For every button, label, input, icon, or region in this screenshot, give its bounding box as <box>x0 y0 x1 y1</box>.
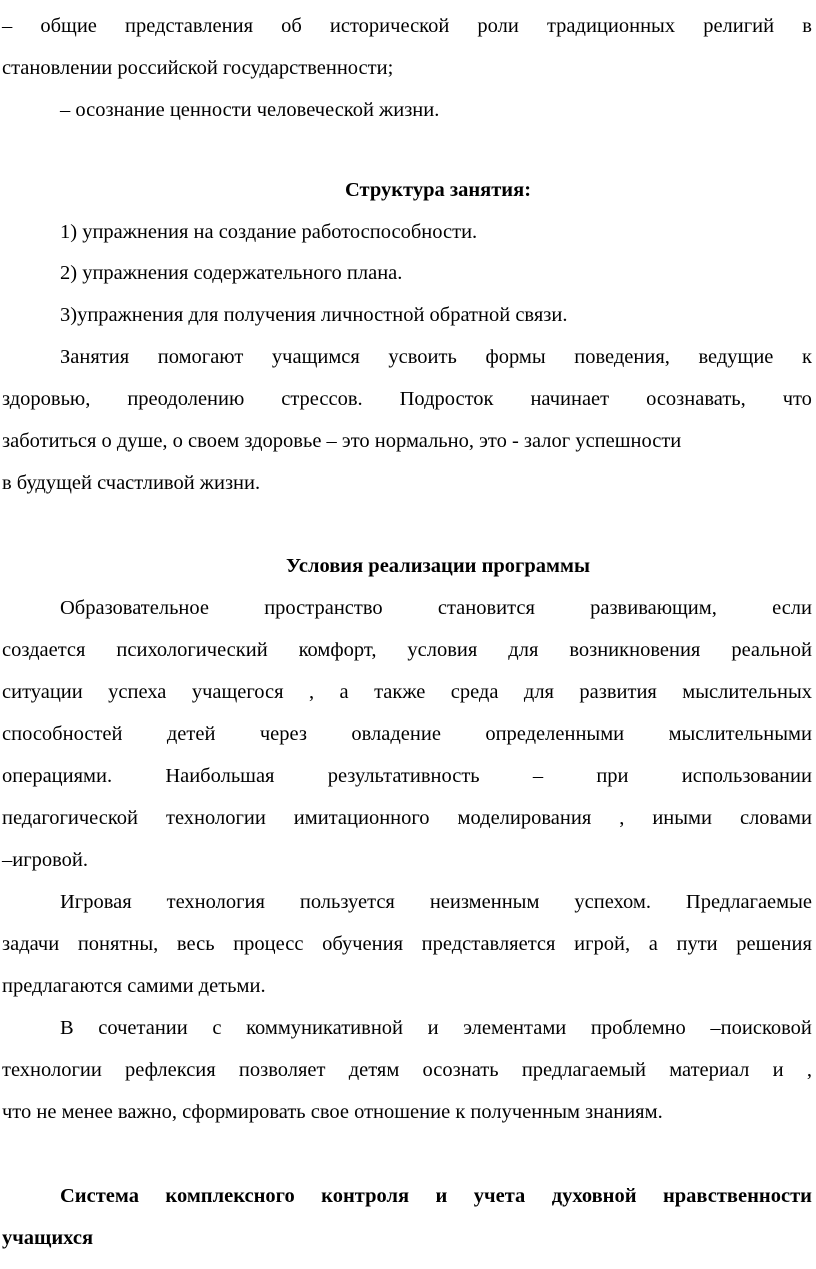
section-heading-line: учащихся <box>2 1227 94 1249</box>
paragraph-line: ситуации успеха учащегося , а также среда для развития мыслительных <box>2 681 812 703</box>
word: об <box>281 15 302 37</box>
paragraph-line: операциями. Наибольшая результативность – при использовании <box>2 765 812 787</box>
word: в <box>802 15 812 37</box>
paragraph-line: Образовательное пространство становится развивающим, если <box>60 597 812 619</box>
paragraph-line: педагогической технологии имитационного моделирования , иными словами <box>2 807 812 829</box>
paragraph-line: здоровью, преодолению стрессов. Подросток начинает осознавать, что <box>2 388 812 410</box>
word: общие <box>40 15 97 37</box>
paragraph-line: способностей детей через овладение определенными мыслительными <box>2 723 812 745</box>
paragraph-line: задачи понятны, весь процесс обучения представляется игрой, а пути решения <box>2 933 812 955</box>
word: роли <box>477 15 519 37</box>
paragraph-line: технологии рефлексия позволяет детям осознать предлагаемый материал и , <box>2 1059 812 1081</box>
bullet-line: становлении российской государственности; <box>2 57 394 79</box>
paragraph-line: создается психологический комфорт, условия для возникновения реальной <box>2 639 812 661</box>
paragraph-line: предлагаются самими детьми. <box>2 975 266 997</box>
word: традиционных <box>546 15 676 37</box>
paragraph-line: В сочетании с коммуникативной и элементами проблемно –поисковой <box>60 1017 812 1039</box>
word: – <box>2 15 13 37</box>
paragraph-line: Занятия помогают учащимся усвоить формы поведения, ведущие к <box>60 346 812 368</box>
paragraph-line: Игровая технология пользуется неизменным успехом. Предлагаемые <box>60 891 812 913</box>
word: исторической <box>329 15 450 37</box>
list-item: 1) упражнения на создание работоспособности. <box>60 221 478 243</box>
word: представления <box>125 15 254 37</box>
paragraph-line: что не менее важно, сформировать свое отношение к полученным знаниям. <box>2 1101 663 1123</box>
bullet-line: – осознание ценности человеческой жизни. <box>60 99 440 121</box>
section-heading: Условия реализации программы <box>286 555 590 577</box>
paragraph-line: в будущей счастливой жизни. <box>2 472 261 494</box>
list-item: 2) упражнения содержательного плана. <box>60 262 403 284</box>
section-heading: Структура занятия: <box>344 179 532 201</box>
list-item: 3)упражнения для получения личностной обратной связи. <box>60 304 568 326</box>
paragraph-line: заботиться о душе, о своем здоровье – это нормально, это - залог успешности <box>2 430 682 452</box>
bullet-line <box>2 16 812 37</box>
paragraph-line: –игровой. <box>2 849 89 871</box>
section-heading: Система комплексного контроля и учета духовной нравственности <box>60 1185 812 1207</box>
word: религий <box>703 15 775 37</box>
